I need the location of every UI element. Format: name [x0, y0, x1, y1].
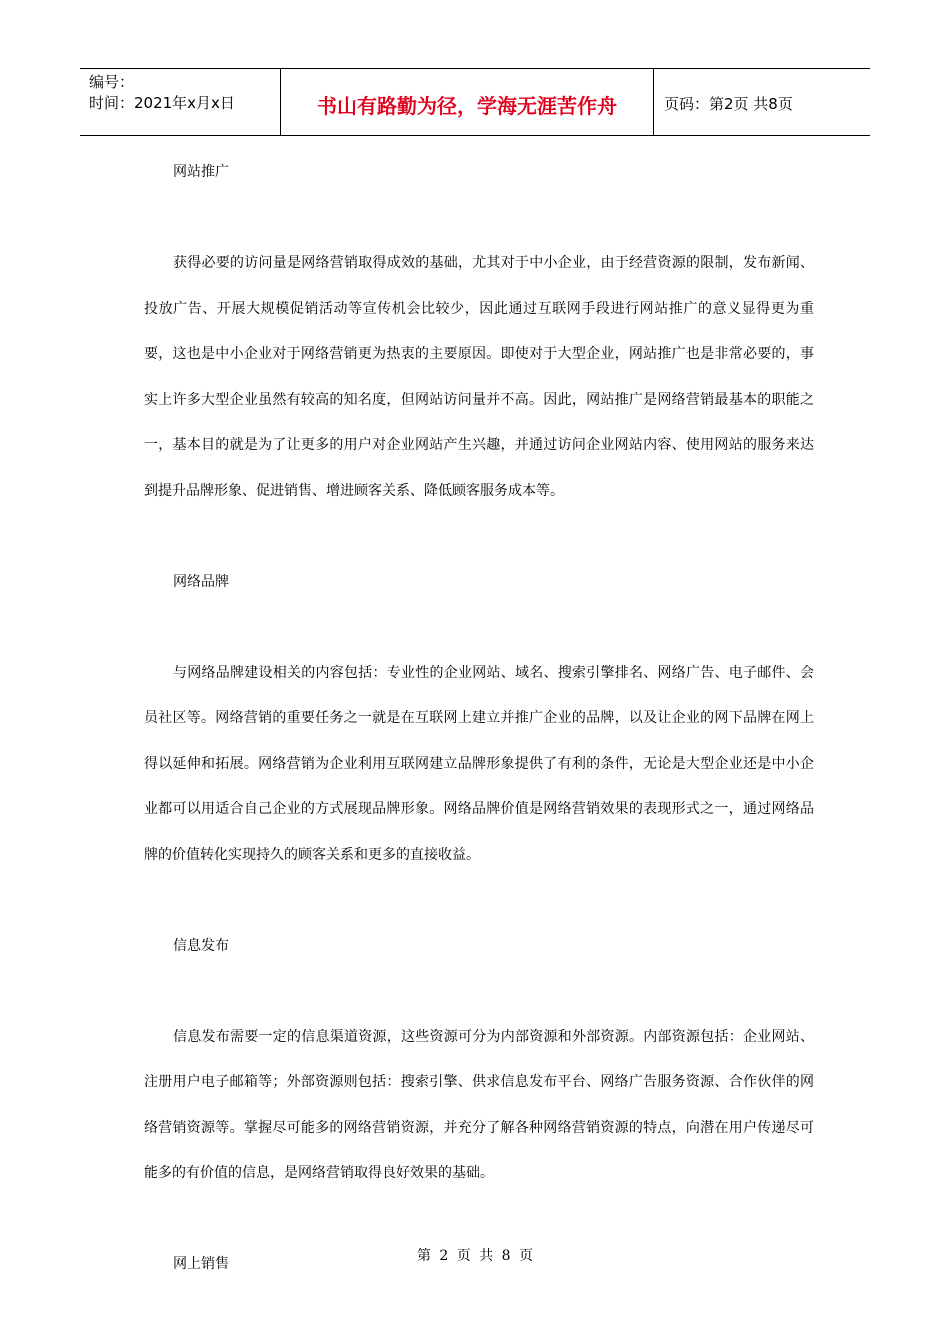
header-page-info: 页码：第2页 共8页 [664, 94, 793, 113]
section-body-info-publishing: 信息发布需要一定的信息渠道资源，这些资源可分为内部资源和外部资源。内部资源包括：企业网站、注册用户电子邮箱等；外部资源则包括：搜索引擎、供求信息发布平台、网络广告服务资源、合作伙伴的网络营销资源等。掌握尽可能多的网络营销资源，并充分了解各种网络营销资源的特点，向潜在用户传递尽可能多的有价值的信息，是网络营销取得良好效果的基础。 [144, 1028, 814, 1181]
section-title-network-brand: 网络品牌 [173, 573, 229, 590]
section-body-network-brand: 与网络品牌建设相关的内容包括：专业性的企业网站、域名、搜索引擎排名、网络广告、电子邮件、会员社区等。网络营销的重要任务之一就是在互联网上建立并推广企业的品牌，以及让企业的网下品牌在网上得以延伸和拓展。网络营销为企业利用互联网建立品牌形象提供了有利的条件，无论是大型企业还是中小企业都可以用适合自己企业的方式展现品牌形象。网络品牌价值是网络营销效果的表现形式之一，通过网络品牌的价值转化实现持久的顾客关系和更多的直接收益。 [144, 664, 814, 863]
header-motto: 书山有路勤为径，学海无涯苦作舟 [281, 69, 654, 135]
header-meta [80, 69, 281, 135]
document-time-label: 时间：2021年x月x日 [89, 94, 235, 112]
section-title-info-publishing: 信息发布 [173, 937, 229, 954]
section-title-website-promotion: 网站推广 [173, 164, 229, 180]
page-footer: 第 2 页 共 8 页 [416, 1248, 534, 1264]
section-body-website-promotion: 获得必要的访问量是网络营销取得成效的基础，尤其对于中小企业，由于经营资源的限制，发布新闻、投放广告、开展大规模促销活动等宣传机会比较少，因此通过互联网手段进行网站推广的意义显得更为重要，这也是中小企业对于网络营销更为热衷的主要原因。即使对于大型企业，网站推广也是非常必要的，事实上许多大型企业虽然有较高的知名度，但网站访问量并不高。因此，网站推广是网络营销最基本的职能之一，基本目的就是为了让更多的用户对企业网站产生兴趣，并通过访问企业网站内容、使用网站的服务来达到提升品牌形象、促进销售、增进顾客关系、降低顾客服务成本等。 [144, 255, 814, 499]
document-number-label: 编号： [89, 73, 135, 91]
page-header [80, 68, 870, 136]
document-body [144, 150, 814, 1288]
section-title-online-sales: 网上销售 [173, 1256, 229, 1272]
